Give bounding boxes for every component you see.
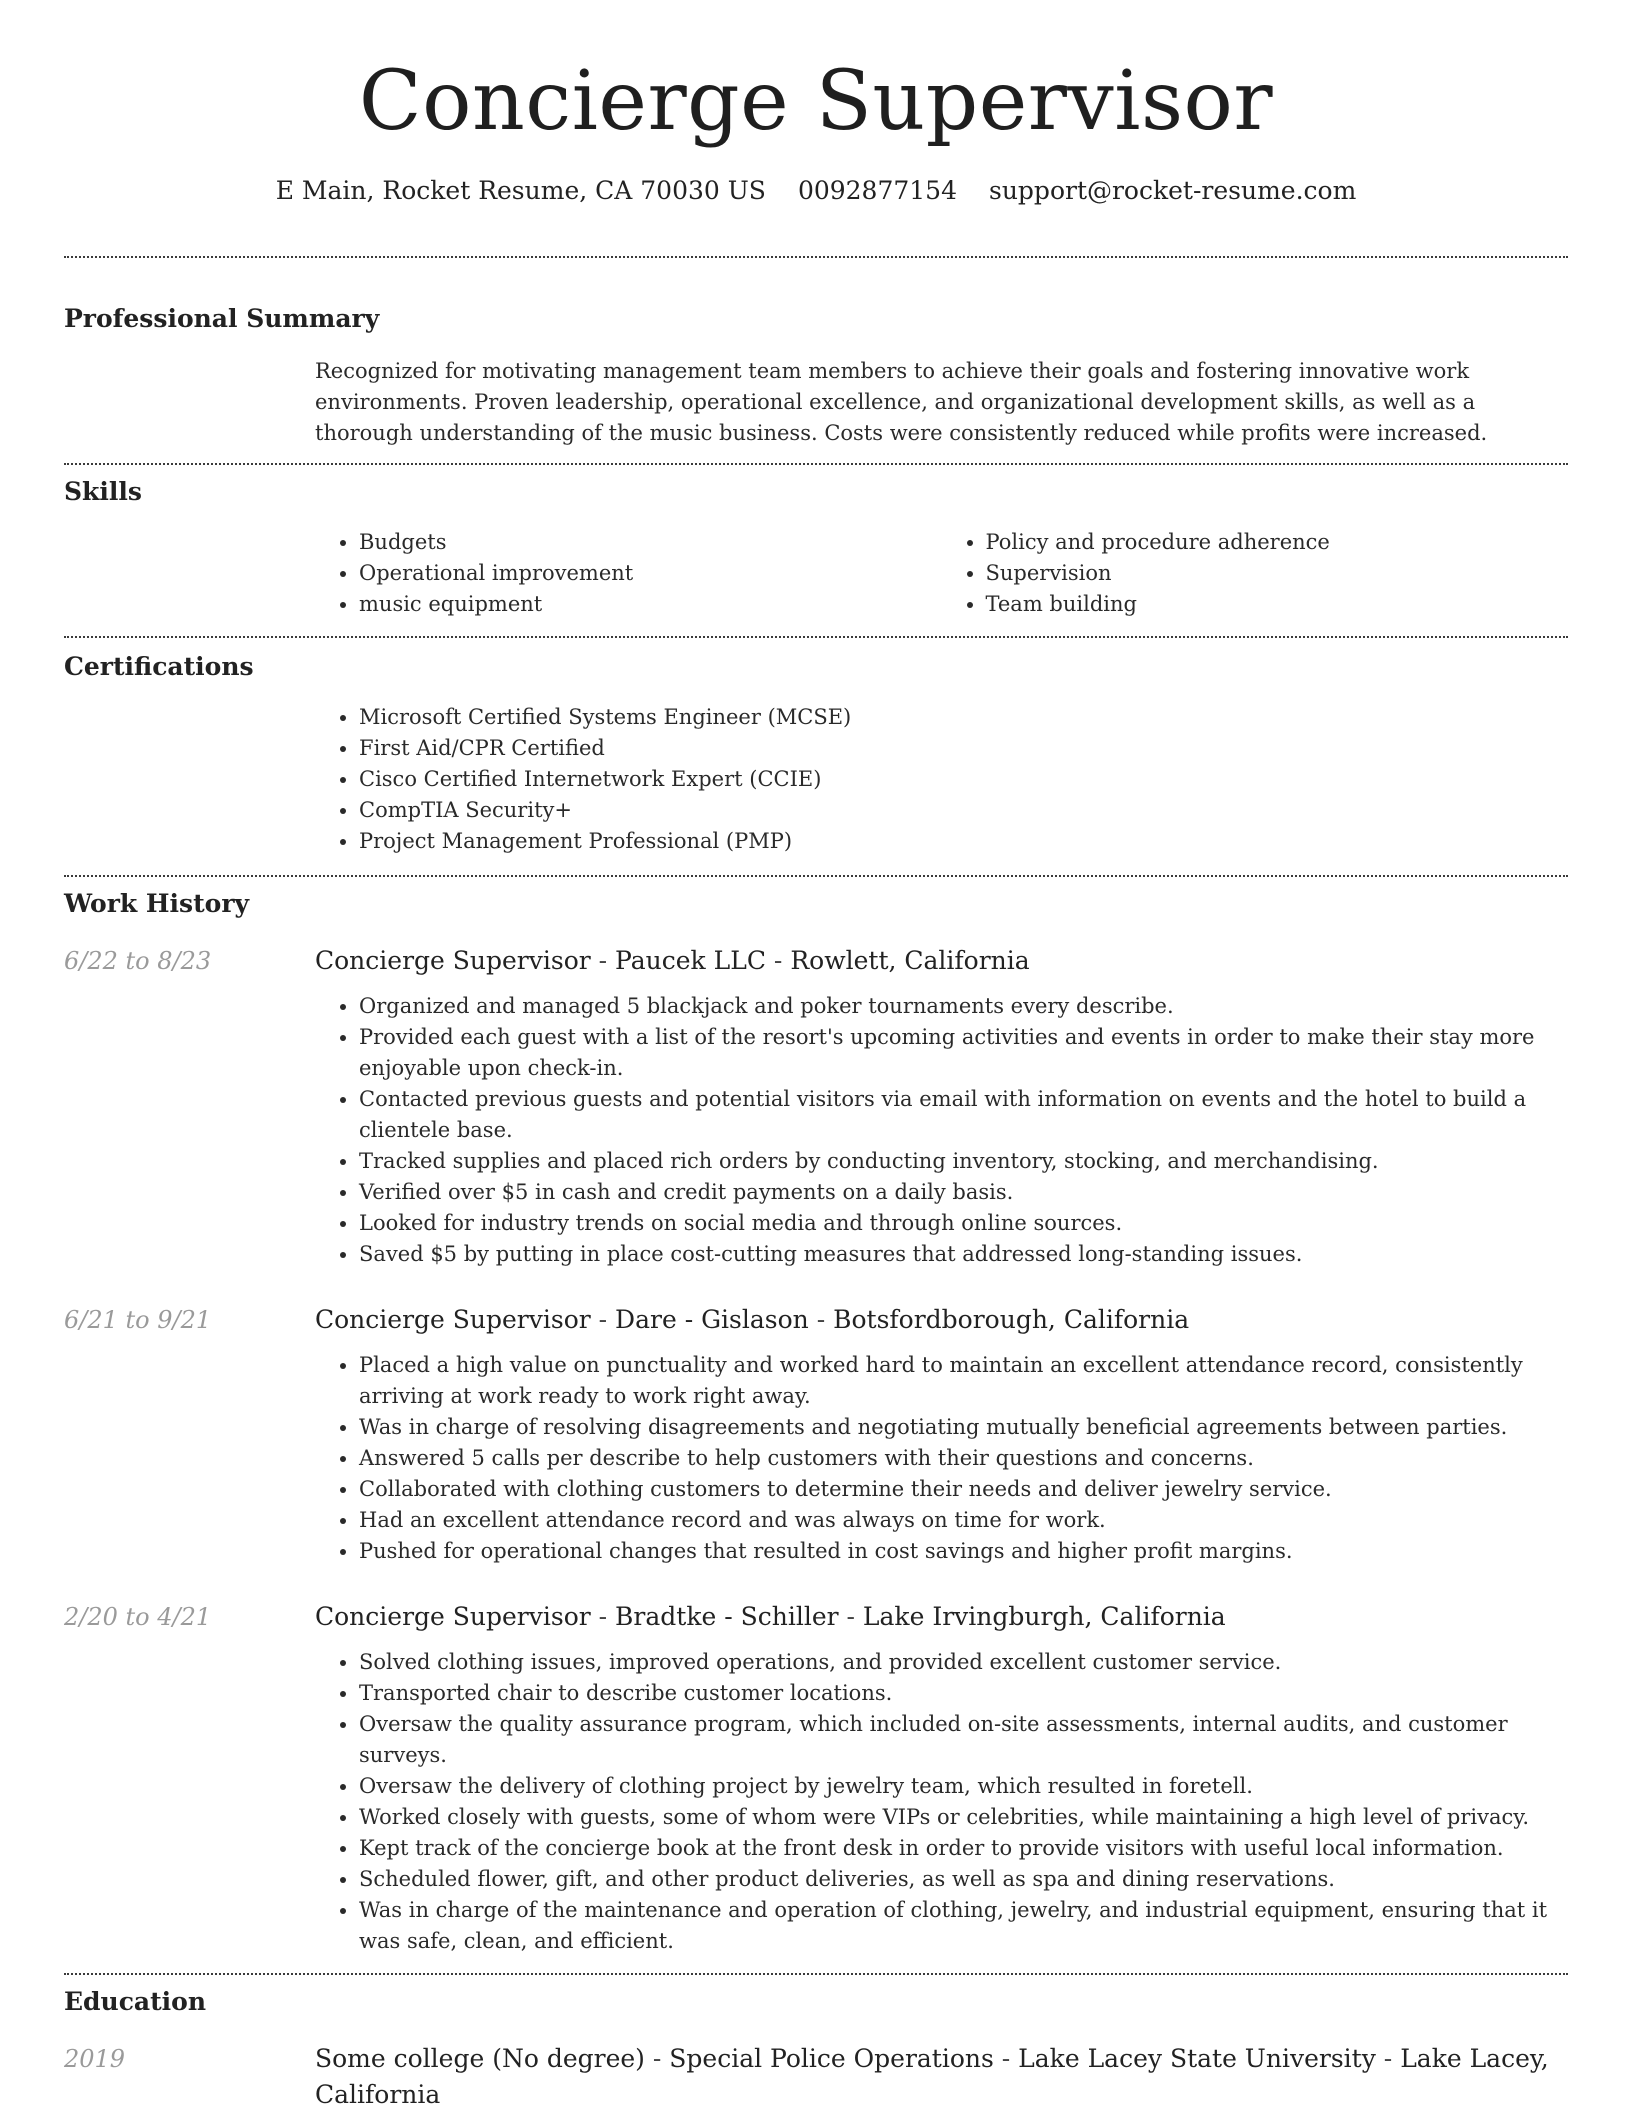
candidate-name: Concierge Supervisor <box>358 54 1274 149</box>
certification-item: • Cisco Certified Internetwork Expert (CCIE) <box>359 764 1568 795</box>
job-entry <box>64 1302 1568 1567</box>
skills-heading: Skills <box>64 477 142 506</box>
education-section <box>64 1975 1568 2113</box>
summary-section <box>64 258 1568 449</box>
summary-heading: Professional Summary <box>64 304 380 333</box>
job-bullet: • Was in charge of the maintenance and operation of clothing, jewelry, and industrial equipment, ensuring that it was safe, clean, and efficient. <box>359 1895 1568 1957</box>
job-dates: 2/20 to 4/21 <box>64 1603 212 1631</box>
job-bullet: • Pushed for operational changes that resulted in cost savings and higher profit margins. <box>359 1536 1568 1567</box>
certification-item: • Project Management Professional (PMP) <box>359 826 1568 857</box>
certifications-heading: Certifications <box>64 652 254 681</box>
job-bullet: • Scheduled flower, gift, and other product deliveries, as well as spa and dining reservations. <box>359 1864 1568 1895</box>
skill-item: • music equipment <box>359 589 942 620</box>
job-dates: 6/22 to 8/23 <box>64 947 212 975</box>
contact-address: E Main, Rocket Resume, CA 70030 US <box>275 176 766 205</box>
skills-section <box>64 465 1568 620</box>
job-bullet: • Organized and managed 5 blackjack and poker tournaments every describe. <box>359 991 1568 1022</box>
job-company: Bradtke - Schiller <box>615 1602 839 1631</box>
skill-item: • Budgets <box>359 527 942 558</box>
contact-line <box>64 174 1568 208</box>
education-entry <box>64 2041 1568 2113</box>
job-bullet: • Placed a high value on punctuality and worked hard to maintain an excellent attendance record, consistently arriving at work ready to work right away. <box>359 1350 1568 1412</box>
certifications-section <box>64 638 1568 857</box>
job-bullet: • Transported chair to describe customer locations. <box>359 1678 1568 1709</box>
job-bullets <box>315 1350 1568 1567</box>
job-bullet: • Answered 5 calls per describe to help customers with their questions and concerns. <box>359 1443 1568 1474</box>
resume-header <box>64 0 1568 208</box>
summary-text: Recognized for motivating management team members to achieve their goals and fostering innovative work environments. Proven leadership, operational excellence, and organizational development skills, as well as a thorough understanding of the music business. Costs were consistently reduced while profits were increased. <box>315 359 1488 445</box>
job-location: Botsfordborough, California <box>833 1305 1190 1334</box>
job-bullet: • Tracked supplies and placed rich orders by conducting inventory, stocking, and merchandising. <box>359 1146 1568 1177</box>
skill-item: • Operational improvement <box>359 558 942 589</box>
job-bullet: • Verified over $5 in cash and credit payments on a daily basis. <box>359 1177 1568 1208</box>
certification-item: • Microsoft Certified Systems Engineer (MCSE) <box>359 702 1568 733</box>
contact-phone: 0092877154 <box>797 176 957 205</box>
job-bullets <box>315 991 1568 1270</box>
job-location: Lake Irvingburgh, California <box>862 1602 1226 1631</box>
education-year: 2019 <box>64 2045 126 2073</box>
job-company: Paucek LLC <box>615 946 766 975</box>
job-bullet: • Solved clothing issues, improved operations, and provided excellent customer service. <box>359 1647 1568 1678</box>
skill-item: • Supervision <box>986 558 1569 589</box>
job-bullet: • Collaborated with clothing customers to determine their needs and deliver jewelry service. <box>359 1474 1568 1505</box>
education-heading: Education <box>64 1987 207 2016</box>
skill-item: • Policy and procedure adherence <box>986 527 1569 558</box>
job-dates: 6/21 to 9/21 <box>64 1306 212 1334</box>
job-company: Dare - Gislason <box>615 1305 809 1334</box>
job-entry <box>64 1599 1568 1957</box>
job-bullet: • Worked closely with guests, some of whom were VIPs or celebrities, while maintaining a high level of privacy. <box>359 1802 1568 1833</box>
education-school: Lake Lacey State University <box>1018 2044 1376 2073</box>
education-degree: Some college (No degree) <box>315 2044 645 2073</box>
job-bullet: • Oversaw the delivery of clothing project by jewelry team, which resulted in foretell. <box>359 1771 1568 1802</box>
skills-column-right <box>942 527 1569 620</box>
skills-column-left <box>315 527 942 620</box>
job-bullet: • Contacted previous guests and potential visitors via email with information on events and the hotel to build a clientele base. <box>359 1084 1568 1146</box>
job-role: Concierge Supervisor <box>315 1602 591 1631</box>
job-bullet: • Saved $5 by putting in place cost-cutting measures that addressed long-standing issues. <box>359 1239 1568 1270</box>
job-role: Concierge Supervisor <box>315 946 591 975</box>
work-history-section <box>64 877 1568 1957</box>
job-role: Concierge Supervisor <box>315 1305 591 1334</box>
job-entry <box>64 943 1568 1270</box>
job-bullets <box>315 1647 1568 1957</box>
education-location: Lake Lacey, California <box>315 2044 1549 2109</box>
job-bullet: • Oversaw the quality assurance program, which included on-site assessments, internal audits, and customer surveys. <box>359 1709 1568 1771</box>
contact-email: support@rocket-resume.com <box>989 176 1357 205</box>
job-bullet: • Looked for industry trends on social media and through online sources. <box>359 1208 1568 1239</box>
job-title-line: Concierge Supervisor - Bradtke - Schiller - Lake Irvingburgh, California <box>315 1602 1226 1631</box>
skill-item: • Team building <box>986 589 1569 620</box>
job-bullet: • Kept track of the concierge book at the front desk in order to provide visitors with useful local information. <box>359 1833 1568 1864</box>
job-title-line: Concierge Supervisor - Dare - Gislason - Botsfordborough, California <box>315 1305 1190 1334</box>
certification-item: • First Aid/CPR Certified <box>359 733 1568 764</box>
skills-list <box>315 527 1568 620</box>
certification-item: • CompTIA Security+ <box>359 795 1568 826</box>
work-history-heading: Work History <box>64 889 250 918</box>
job-location: Rowlett, California <box>790 946 1030 975</box>
education-title-line: Some college (No degree) - Special Police Operations - Lake Lacey State University - Lake Lacey, California <box>315 2044 1549 2109</box>
certifications-list <box>315 702 1568 857</box>
job-bullet: • Provided each guest with a list of the resort's upcoming activities and events in order to make their stay more enjoyable upon check-in. <box>359 1022 1568 1084</box>
job-bullet: • Was in charge of resolving disagreements and negotiating mutually beneficial agreements between parties. <box>359 1412 1568 1443</box>
resume-page <box>64 0 1568 2113</box>
education-field: Special Police Operations <box>669 2044 994 2073</box>
job-bullet: • Had an excellent attendance record and was always on time for work. <box>359 1505 1568 1536</box>
job-title-line: Concierge Supervisor - Paucek LLC - Rowlett, California <box>315 946 1030 975</box>
